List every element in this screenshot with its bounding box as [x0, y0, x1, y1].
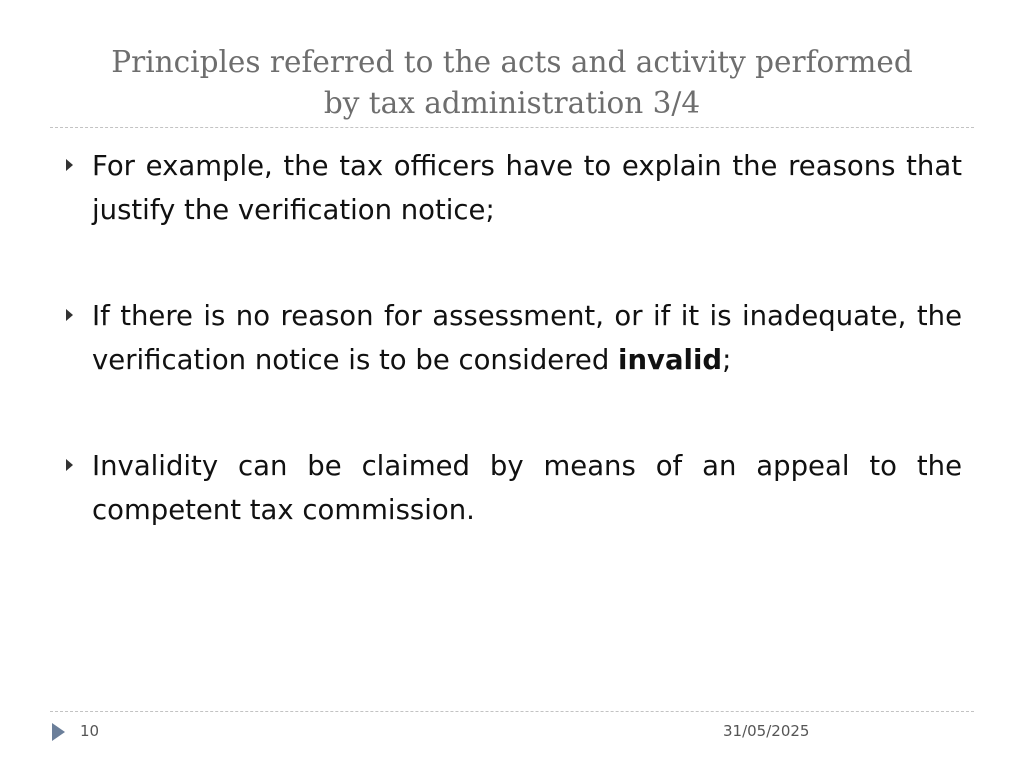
title-divider — [50, 127, 974, 128]
triangle-right-icon — [66, 159, 73, 171]
bullet-list — [62, 144, 962, 594]
triangle-right-icon — [66, 459, 73, 471]
footer-divider — [50, 711, 974, 712]
bullet-text: Invalidity can be claimed by means of an appeal to the competent tax commission. — [92, 450, 962, 526]
bullet-item — [62, 294, 962, 382]
slide-title-line-2: by tax administration 3/4 — [323, 86, 701, 120]
slide-title — [50, 42, 974, 124]
footer-date: 31/05/2025 — [723, 722, 810, 740]
bullet-text: If there is no reason for assessment, or if it is inadequate, the verification notice is to be considered — [92, 300, 962, 376]
bullet-item — [62, 144, 962, 232]
bullet-emphasis: invalid — [618, 344, 723, 376]
triangle-right-icon — [66, 309, 73, 321]
triangle-right-icon — [52, 723, 65, 741]
bullet-text-end: ; — [722, 344, 732, 376]
page-number: 10 — [80, 722, 100, 740]
bullet-text: For example, the tax officers have to explain the reasons that justify the verification notice; — [92, 150, 962, 226]
slide-title-line-1: Principles referred to the acts and activity performed — [111, 45, 913, 79]
bullet-item — [62, 444, 962, 532]
